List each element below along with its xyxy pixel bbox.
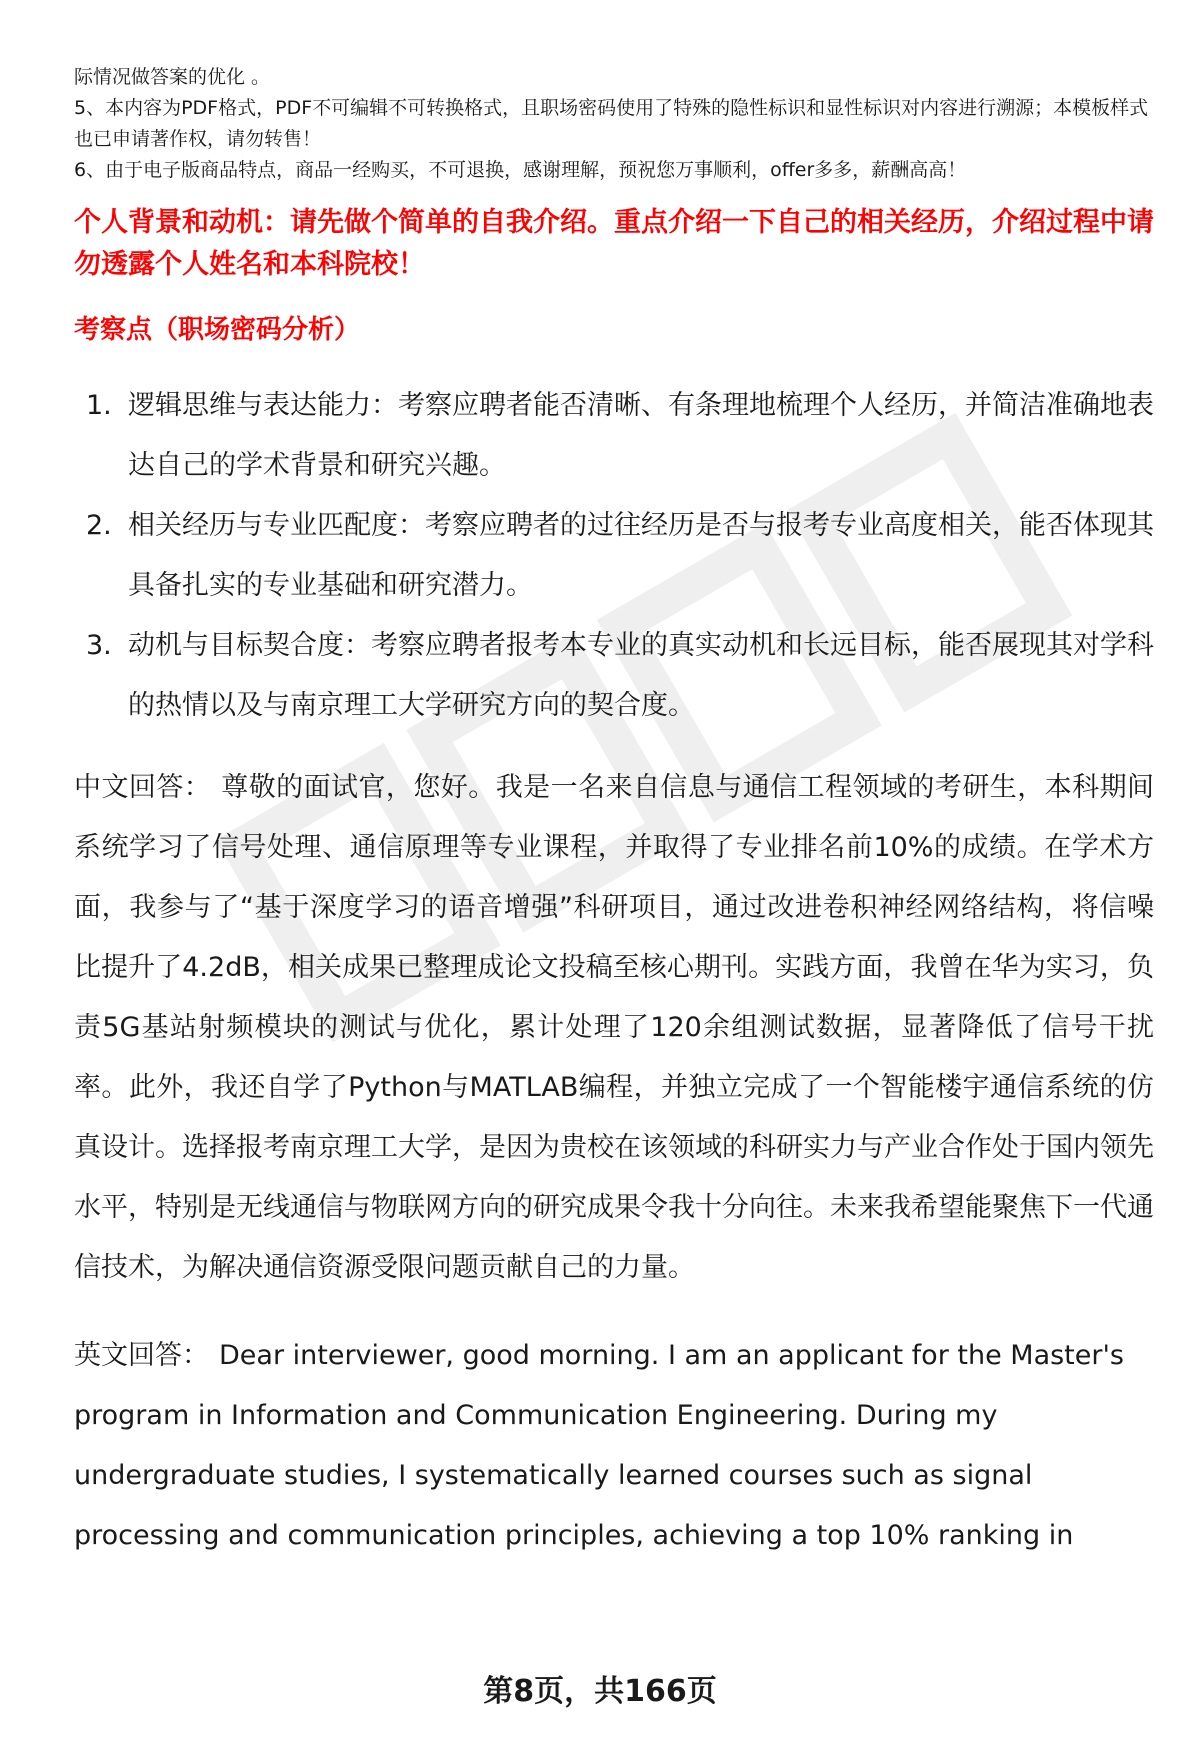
list-item <box>74 376 1154 496</box>
section-title: 考察点（职场密码分析） <box>74 315 361 345</box>
list-item-text: 相关经历与专业匹配度：考察应聘者的过往经历是否与报考专业高度相关，能否体现其具备扎实的专业基础和研究潜力。 <box>128 510 1154 601</box>
note-line: 6、由于电子版商品特点，商品一经购买，不可退换，感谢理解，预祝您万事顺利，offer多多，薪酬高高！ <box>74 159 967 181</box>
document-content <box>74 62 1154 1566</box>
chinese-answer-text: 尊敬的面试官，您好。我是一名来自信息与通信工程领域的考研生，本科期间系统学习了信号处理、通信原理等专业课程，并取得了专业排名前10%的成绩。在学术方面，我参与了“基于深度学习的语音增强”科研项目，通过改进卷积神经网络结构，将信噪比提升了4.2dB，相关成果已整理成论文投稿至核心期刊。实践方面，我曾在华为实习，负责5G基站射频模块的测试与优化，累计处理了120余组测试数据，显著降低了信号干扰率。此外，我还自学了Python与MATLAB编程，并独立完成了一个智能楼宇通信系统的仿真设计。选择报考南京理工大学，是因为贵校在该领域的科研实力与产业合作处于国内领先水平，特别是无线通信与物联网方向的研究成果令我十分向往。未来我希望能聚焦下一代通信技术，为解决通信资源受限问题贡献自己的力量。 <box>74 772 1155 1283</box>
interview-question: 个人背景和动机：请先做个简单的自我介绍。重点介绍一下自己的相关经历，介绍过程中请勿透露个人姓名和本科院校！ <box>74 207 1154 280</box>
english-answer-label: 英文回答： <box>74 1340 209 1371</box>
list-item-number: 3. <box>86 630 112 661</box>
note-line: 际情况做答案的优化 。 <box>74 66 271 88</box>
list-item-text: 动机与目标契合度：考察应聘者报考本专业的真实动机和长远目标，能否展现其对学科的热情以及与南京理工大学研究方向的契合度。 <box>128 630 1154 721</box>
list-item-number: 1. <box>86 390 112 421</box>
english-answer-text: Dear interviewer, good morning. I am an applicant for the Master's program in Information and Communication Engineering. During my undergraduate studies, I systematically learned courses such as signal processing and communication principles, achieving a top 10% ranking in <box>74 1340 1124 1551</box>
list-item <box>74 616 1154 736</box>
list-item-text: 逻辑思维与表达能力：考察应聘者能否清晰、有条理地梳理个人经历，并简洁准确地表达自己的学术背景和研究兴趣。 <box>128 390 1154 481</box>
assessment-points-list <box>74 376 1154 736</box>
chinese-answer-label: 中文回答： <box>74 772 212 803</box>
page-number-footer: 第8页，共166页 <box>483 1674 717 1709</box>
note-line: 5、本内容为PDF格式，PDF不可编辑不可转换格式，且职场密码使用了特殊的隐性标识和显性标识对内容进行溯源；本模板样式也已申请著作权，请勿转售！ <box>74 97 1149 150</box>
chinese-answer <box>74 758 1154 1298</box>
english-answer <box>74 1326 1154 1566</box>
list-item-number: 2. <box>86 510 112 541</box>
list-item <box>74 496 1154 616</box>
notes-block <box>74 62 1154 186</box>
